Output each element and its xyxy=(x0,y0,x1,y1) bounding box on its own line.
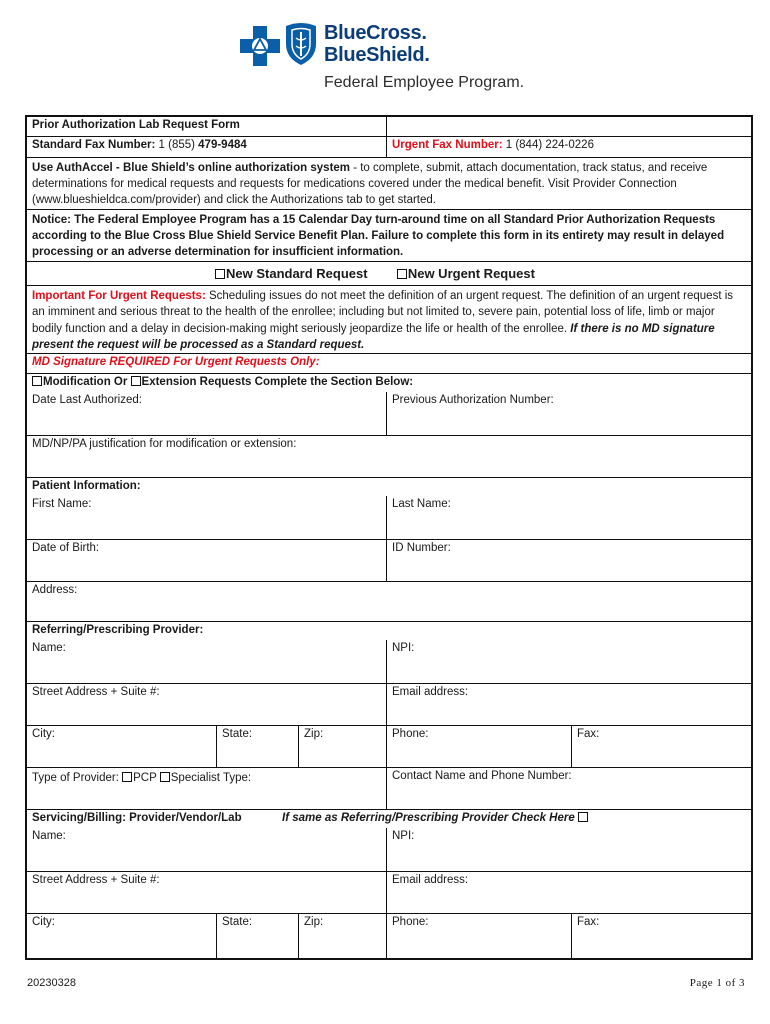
referring-city-field[interactable] xyxy=(27,726,217,767)
referring-city-label: City: xyxy=(32,728,55,740)
md-signature-label: MD Signature REQUIRED For Urgent Requests Only: xyxy=(32,356,320,368)
pcp-checkbox[interactable] xyxy=(122,772,132,782)
urgent-bold: If there is no MD signature present the request will be processed as a Standard request. xyxy=(32,322,715,351)
referring-street-row xyxy=(27,684,751,726)
urgent-fax-number: 1 (844) 224-0226 xyxy=(502,139,594,151)
first-name-label: First Name: xyxy=(32,498,92,510)
dob-row xyxy=(27,540,751,582)
notice-row xyxy=(27,210,751,262)
justification-field[interactable] xyxy=(27,436,751,477)
standard-fax-label: Standard Fax Number: xyxy=(32,139,156,151)
referring-section xyxy=(27,622,751,684)
servicing-city-row xyxy=(27,914,751,958)
last-name-label: Last Name: xyxy=(392,498,451,510)
referring-street-field[interactable] xyxy=(27,684,387,725)
urgent-info-row xyxy=(27,286,751,354)
modification-checkbox[interactable] xyxy=(32,376,42,386)
standard-fax-prefix: 1 (855) xyxy=(155,139,199,151)
contact-label: Contact Name and Phone Number: xyxy=(392,770,572,782)
referring-fax-field[interactable] xyxy=(572,726,751,767)
fax-row xyxy=(27,137,751,158)
servicing-street-field[interactable] xyxy=(27,872,387,913)
new-standard-checkbox[interactable] xyxy=(215,269,225,279)
date-last-authorized-label: Date Last Authorized: xyxy=(32,394,142,406)
program-name: Federal Employee Program. xyxy=(324,74,525,91)
authaccel-row xyxy=(27,158,751,210)
referring-name-field[interactable] xyxy=(27,640,387,683)
referring-street-label: Street Address + Suite #: xyxy=(32,686,160,698)
same-as-checkbox[interactable] xyxy=(578,812,588,822)
same-as-label: If same as Referring/Prescribing Provider Check Here xyxy=(282,812,578,824)
urgent-info xyxy=(27,286,751,353)
justification-row xyxy=(27,436,751,478)
servicing-heading-row xyxy=(27,810,751,828)
servicing-email-label: Email address: xyxy=(392,874,469,886)
extension-label: Extension Requests Complete the Section Below: xyxy=(141,376,414,388)
urgent-fax-label: Urgent Fax Number: xyxy=(392,139,503,151)
referring-npi-label: NPI: xyxy=(392,642,415,654)
form-code: 20230328 xyxy=(27,977,76,989)
servicing-heading: Servicing/Billing: Provider/Vendor/Lab xyxy=(32,812,242,824)
specialist-label: Specialist Type: xyxy=(170,772,252,784)
servicing-fax-field[interactable] xyxy=(572,914,751,958)
page-number: Page 1 of 3 xyxy=(689,977,745,989)
referring-name-label: Name: xyxy=(32,642,66,654)
servicing-street-row xyxy=(27,872,751,914)
prior-auth-form xyxy=(25,115,753,960)
date-last-authorized-field[interactable] xyxy=(27,392,387,435)
referring-heading: Referring/Prescribing Provider: xyxy=(32,624,204,636)
blue-shield-icon xyxy=(284,22,318,66)
form-title: Prior Authorization Lab Request Form xyxy=(27,117,387,136)
servicing-city-label: City: xyxy=(32,916,55,928)
servicing-street-label: Street Address + Suite #: xyxy=(32,874,160,886)
referring-npi-field[interactable] xyxy=(387,640,751,683)
servicing-name-label: Name: xyxy=(32,830,66,842)
urgent-heading: Important For Urgent Requests: xyxy=(32,290,206,302)
new-standard-label: New Standard Request xyxy=(226,266,368,281)
servicing-city-field[interactable] xyxy=(27,914,217,958)
extension-checkbox[interactable] xyxy=(131,376,141,386)
standard-fax-number: 479-9484 xyxy=(198,139,247,151)
address-row xyxy=(27,582,751,622)
specialist-checkbox[interactable] xyxy=(160,772,170,782)
modification-label: Modification Or xyxy=(43,376,131,388)
pcp-label: PCP xyxy=(133,772,160,784)
servicing-state-label: State: xyxy=(222,916,253,928)
servicing-state-field[interactable] xyxy=(217,914,299,958)
address-field[interactable] xyxy=(27,582,751,621)
new-urgent-label: New Urgent Request xyxy=(407,266,535,281)
first-name-field[interactable] xyxy=(27,496,387,539)
previous-auth-number-field[interactable] xyxy=(387,392,751,435)
standard-fax xyxy=(27,137,387,157)
provider-type xyxy=(27,768,387,809)
modification-section xyxy=(27,374,751,436)
authaccel-bold: Use AuthAccel - Blue Shield’s online authorization system xyxy=(32,162,351,174)
servicing-name-field[interactable] xyxy=(27,828,387,871)
referring-phone-label: Phone: xyxy=(392,728,429,740)
servicing-phone-label: Phone: xyxy=(392,916,429,928)
brand-line-1: BlueCross. xyxy=(324,22,427,44)
contact-field[interactable] xyxy=(387,768,751,809)
referring-fax-label: Fax: xyxy=(577,728,600,740)
referring-email-field[interactable] xyxy=(387,684,751,725)
referring-zip-label: Zip: xyxy=(304,728,324,740)
dob-field[interactable] xyxy=(27,540,387,581)
authaccel-text: - to complete, submit, attach documentation, track status, and receive determinations for medical requests and requests for medications covered under the medical benefit. Visit Provider Connection (www.blueshieldca.com/provider) and click the Authorizations tab to get started. xyxy=(32,162,708,206)
new-urgent-checkbox[interactable] xyxy=(397,269,407,279)
servicing-zip-field[interactable] xyxy=(299,914,387,958)
referring-zip-field[interactable] xyxy=(299,726,387,767)
referring-phone-field[interactable] xyxy=(387,726,572,767)
servicing-section xyxy=(27,810,751,872)
urgent-text: Scheduling issues do not meet the definition of an urgent request. The definition of an urgent request is an imminent and serious threat to the health of the enrollee; including but not limited to, severe pain, potential loss of life, limb or major bodily function and a delay in decision-making might seriously jeopardize the life or health of the enrollee. xyxy=(32,290,734,335)
referring-city-row xyxy=(27,726,751,768)
id-number-field[interactable] xyxy=(387,540,751,581)
referring-state-label: State: xyxy=(222,728,253,740)
title-row xyxy=(27,117,751,137)
last-name-field[interactable] xyxy=(387,496,751,539)
servicing-npi-label: NPI: xyxy=(392,830,415,842)
urgent-fax xyxy=(387,137,751,157)
blue-cross-icon xyxy=(240,26,280,66)
header xyxy=(240,18,540,98)
previous-auth-number-label: Previous Authorization Number: xyxy=(392,394,554,406)
patient-heading: Patient Information: xyxy=(32,480,141,492)
title-blank-field[interactable] xyxy=(387,117,751,136)
request-type xyxy=(27,264,751,283)
md-signature-row xyxy=(27,354,751,374)
patient-section xyxy=(27,478,751,540)
brand-line-2: BlueShield. xyxy=(324,44,430,66)
notice-text: Notice: The Federal Employee Program has a 15 Calendar Day turn-around time on all Standard Prior Authorization Requests according to the Blue Cross Blue Shield Service Benefit Plan. Failure to complete this form in its entirety may result in delayed processing or an adverse determination for insufficient information. xyxy=(32,214,725,258)
request-type-row xyxy=(27,262,751,286)
servicing-phone-field[interactable] xyxy=(387,914,572,958)
modification-heading xyxy=(27,374,751,392)
authaccel-info xyxy=(27,158,751,209)
referring-state-field[interactable] xyxy=(217,726,299,767)
servicing-npi-field[interactable] xyxy=(387,828,751,871)
servicing-email-field[interactable] xyxy=(387,872,751,913)
address-label: Address: xyxy=(32,584,78,596)
id-number-label: ID Number: xyxy=(392,542,451,554)
provider-type-label: Type of Provider: xyxy=(32,772,123,784)
provider-type-row xyxy=(27,768,751,810)
servicing-zip-label: Zip: xyxy=(304,916,324,928)
referring-email-label: Email address: xyxy=(392,686,469,698)
dob-label: Date of Birth: xyxy=(32,542,100,554)
servicing-fax-label: Fax: xyxy=(577,916,600,928)
justification-label: MD/NP/PA justification for modification or extension: xyxy=(32,438,297,450)
